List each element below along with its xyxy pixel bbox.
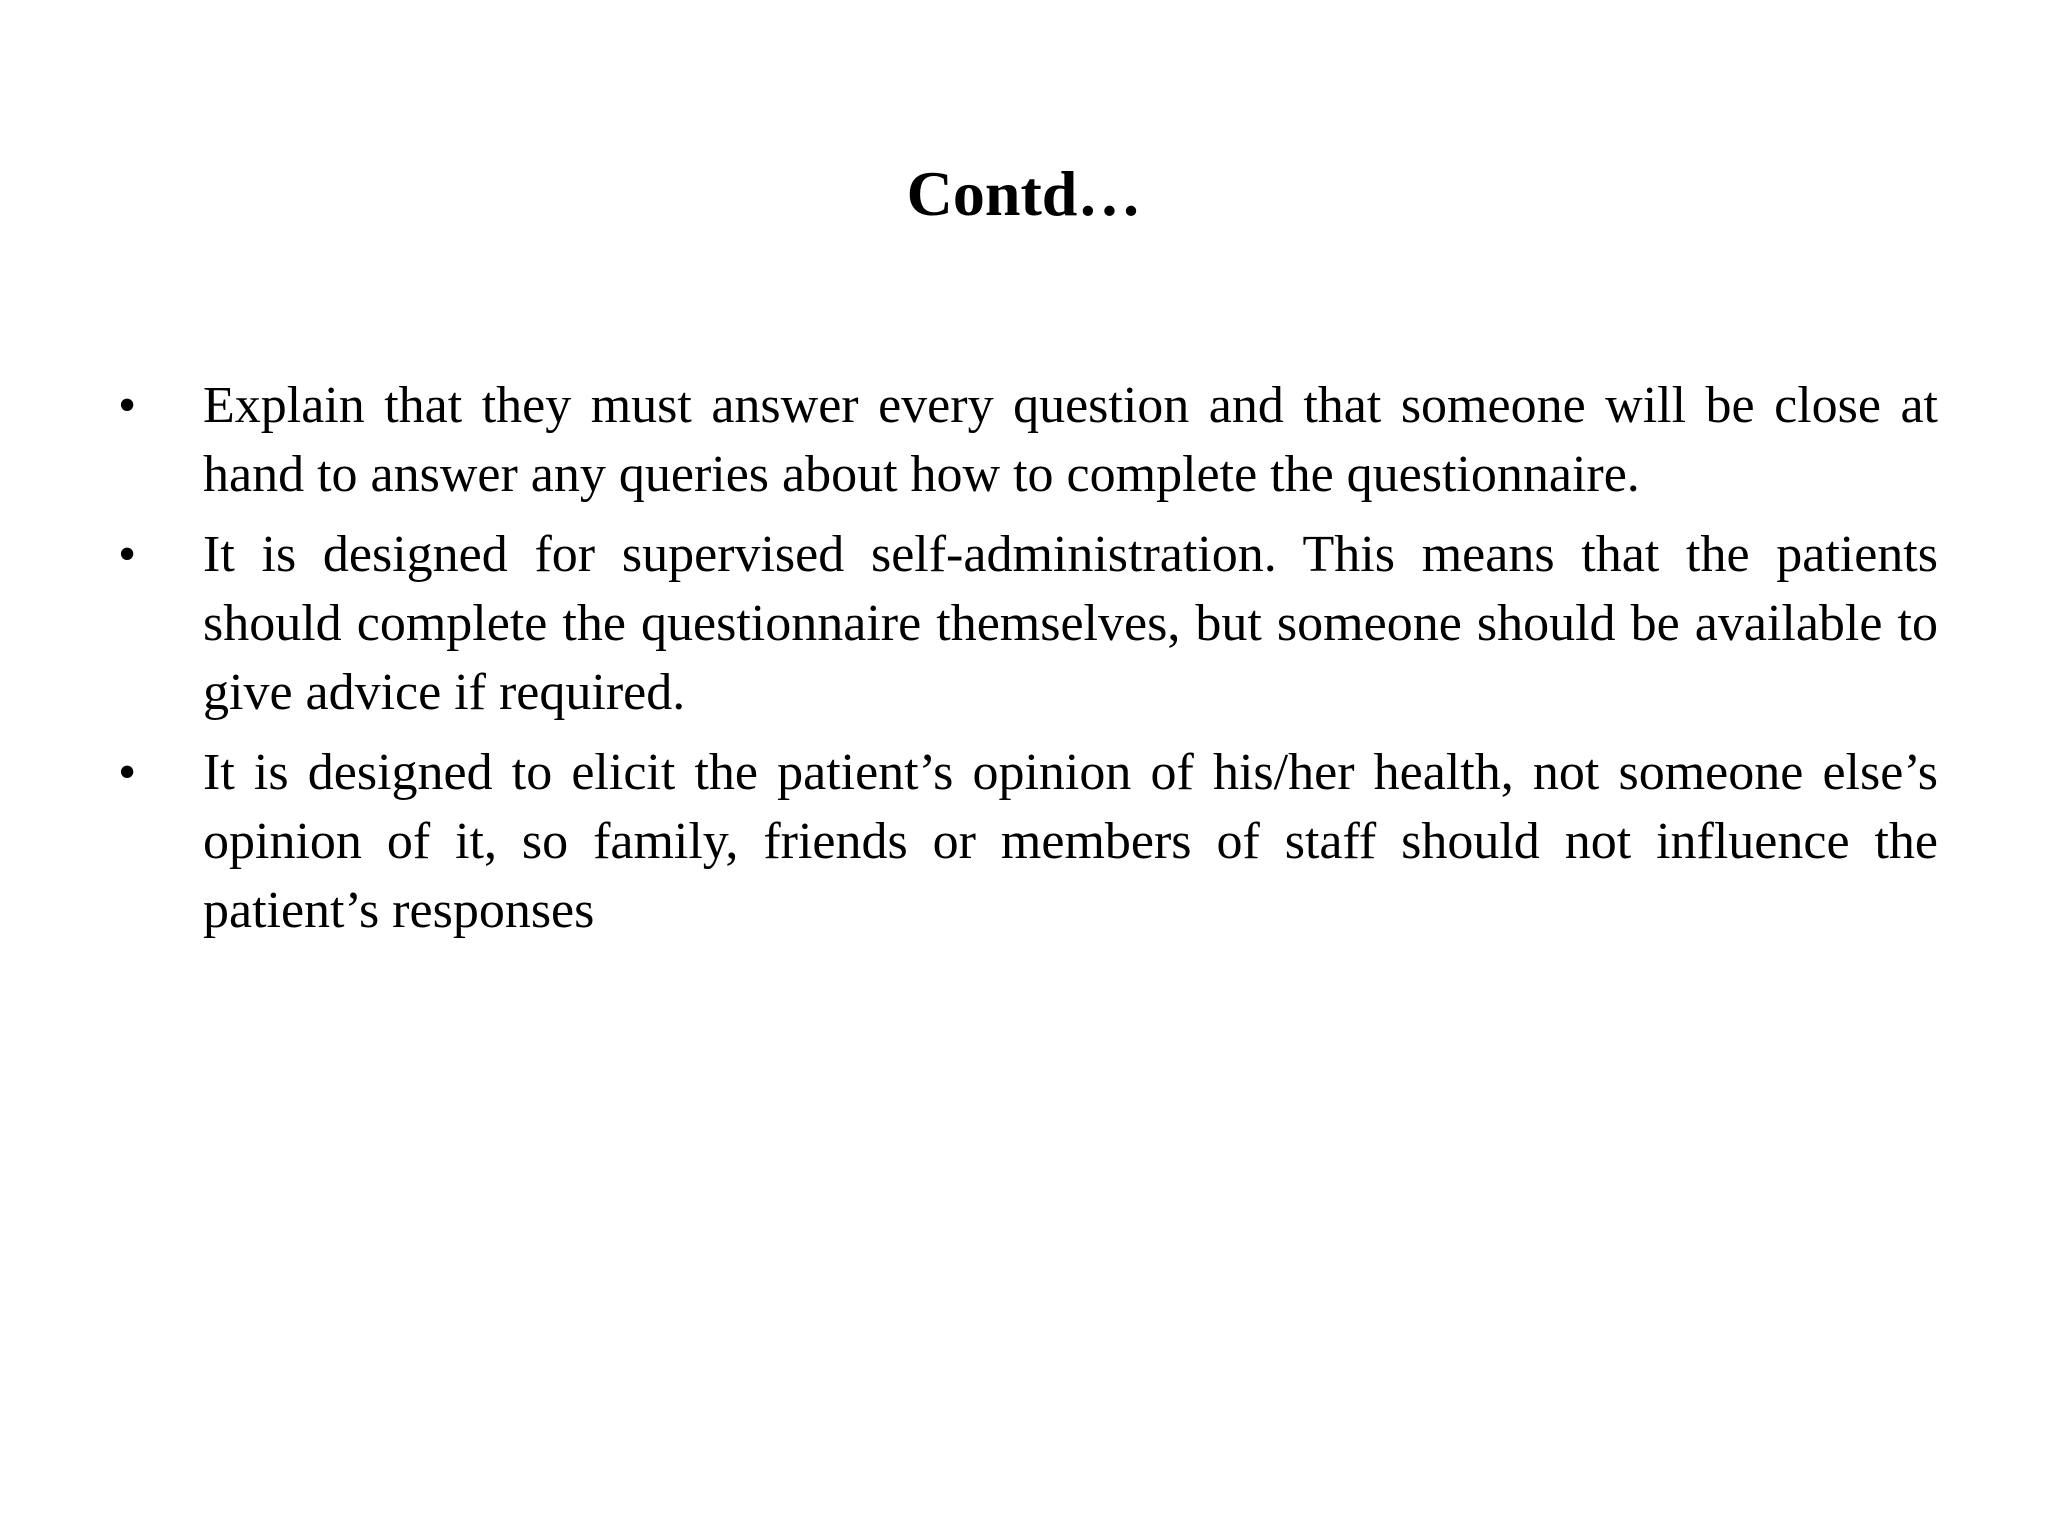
bullet-icon: •: [118, 744, 137, 801]
bullet-text: It is designed for supervised self-administration. This means that the patients should complete the questionnaire themselves, but someone should be available to give advice if required.: [203, 526, 1938, 721]
bullet-item: [118, 520, 1938, 727]
bullet-item: [118, 371, 1938, 509]
bullet-item: [118, 738, 1938, 945]
bullet-icon: •: [118, 377, 137, 434]
bullet-list: [118, 371, 1938, 956]
slide-title: Contd…: [906, 158, 1142, 229]
bullet-icon: •: [118, 526, 137, 583]
bullet-text: Explain that they must answer every question and that someone will be close at hand to answer any queries about how to complete the questionnaire.: [203, 377, 1938, 503]
bullet-text: It is designed to elicit the patient’s opinion of his/her health, not someone else’s opinion of it, so family, friends or members of staff should not influence the patient’s responses: [203, 744, 1938, 939]
